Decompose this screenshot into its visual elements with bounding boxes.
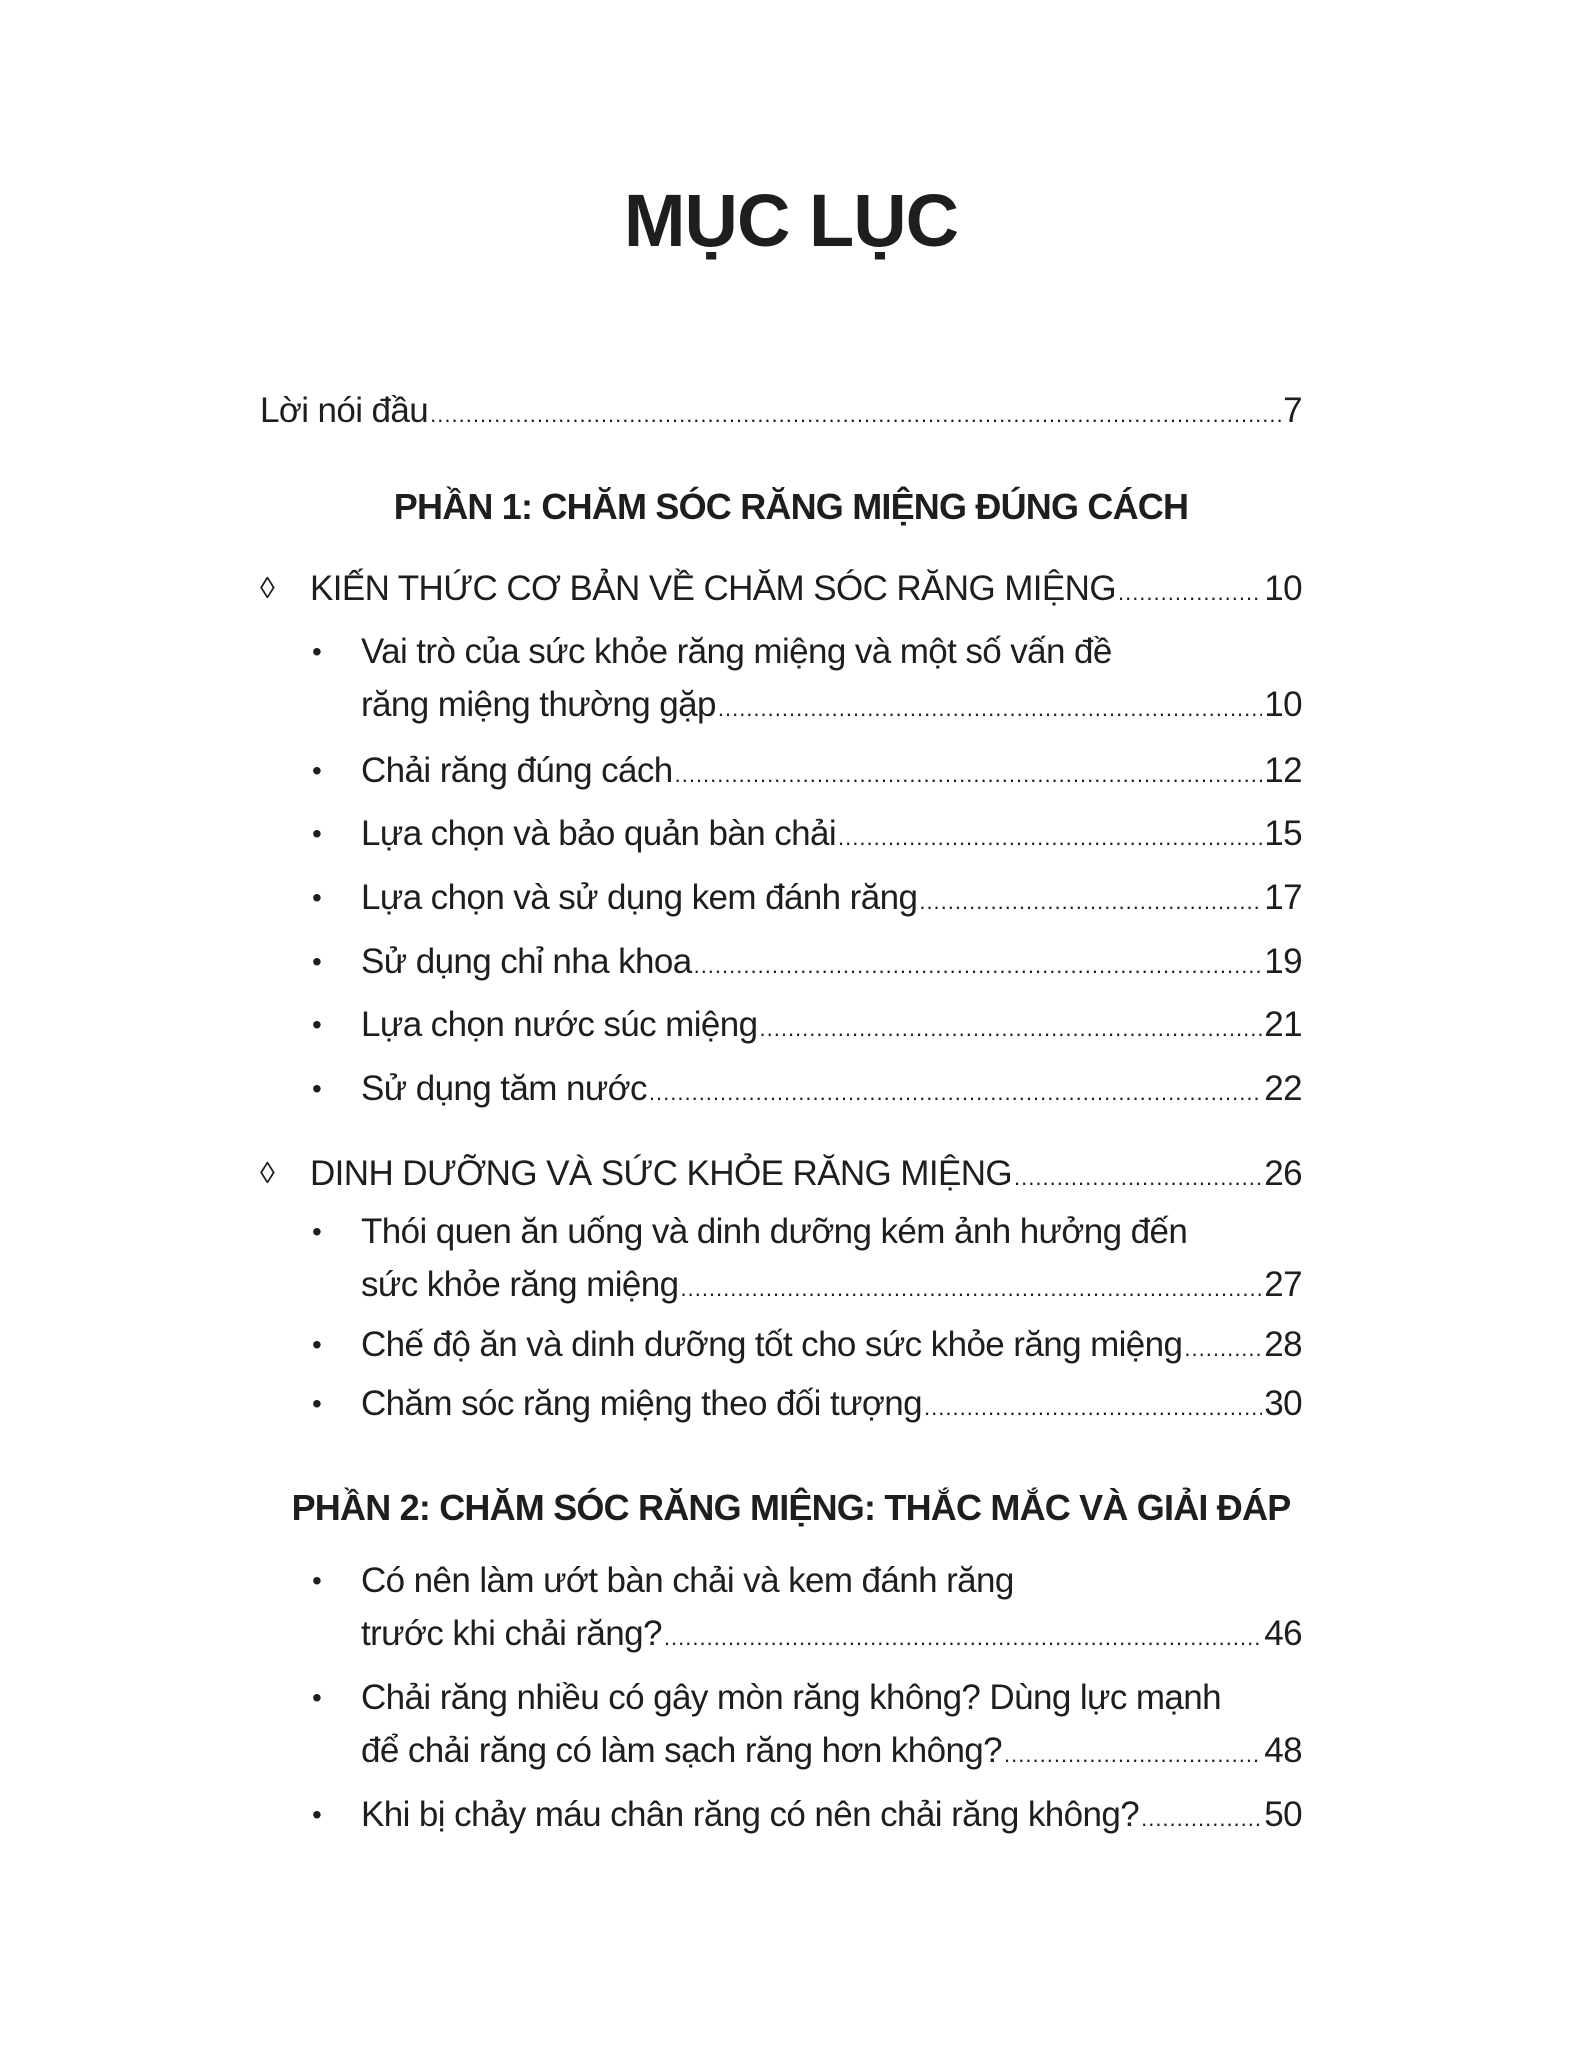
bullet-icon: • [312, 1073, 322, 1104]
entry-title: Vai trò của sức khỏe răng miệng và một số vấn đề [361, 632, 1112, 671]
dot-leader [1014, 1151, 1262, 1204]
entry-title: răng miệng thường gặp [361, 685, 716, 724]
page-number: 27 [1264, 1265, 1302, 1304]
page-number: 30 [1264, 1384, 1302, 1423]
dot-leader [675, 748, 1263, 801]
bullet-icon: • [312, 946, 322, 977]
page-number: 12 [1264, 751, 1302, 790]
bullet-icon: • [312, 1216, 322, 1247]
toc-entry[interactable] [260, 1788, 1302, 1845]
entry-title: DINH DƯỠNG VÀ SỨC KHỎE RĂNG MIỆNG [310, 1154, 1013, 1193]
entry-title: Khi bị chảy máu chân răng có nên chải răng không? [361, 1795, 1140, 1834]
entry-title: để chải răng có làm sạch răng hơn không? [361, 1731, 1003, 1770]
toc-entry[interactable] [260, 744, 1302, 801]
page-title: MỤC LỤC [623, 179, 959, 262]
page-number: 10 [1264, 569, 1302, 608]
toc-entry[interactable] [260, 1671, 1302, 1781]
bullet-icon: • [312, 1388, 322, 1419]
toc-entry[interactable] [260, 1205, 1302, 1315]
toc-entry[interactable] [260, 1377, 1302, 1434]
dot-leader [1184, 1322, 1262, 1375]
dot-leader [718, 682, 1262, 735]
dot-leader [649, 1066, 1262, 1119]
dot-leader [838, 811, 1262, 864]
entry-title: Chải răng đúng cách [361, 751, 673, 790]
bullet-icon: • [312, 1799, 322, 1830]
toc-entry[interactable] [260, 935, 1302, 992]
page-number: 10 [1264, 685, 1302, 724]
bullet-icon: • [312, 1565, 322, 1596]
page-number: 26 [1264, 1154, 1302, 1193]
toc-entry[interactable] [260, 384, 1302, 441]
entry-title: Chế độ ăn và dinh dưỡng tốt cho sức khỏe răng miệng [361, 1325, 1183, 1364]
toc-entry[interactable] [260, 562, 1302, 619]
dot-leader [1004, 1728, 1262, 1781]
entry-title: Thói quen ăn uống và dinh dưỡng kém ảnh hưởng đến [361, 1212, 1188, 1251]
bullet-icon: • [312, 636, 322, 667]
page-number: 28 [1264, 1325, 1302, 1364]
toc-entry[interactable] [260, 1554, 1302, 1664]
entry-title: Chăm sóc răng miệng theo đối tượng [361, 1384, 923, 1423]
entry-title: Lựa chọn nước súc miệng [361, 1005, 758, 1044]
dot-leader [694, 939, 1263, 992]
bullet-icon: • [312, 755, 322, 786]
page-number: 15 [1264, 814, 1302, 853]
toc-entry[interactable] [260, 871, 1302, 928]
part-heading: PHẦN 2: CHĂM SÓC RĂNG MIỆNG: THẮC MẮC VÀ GIẢI ĐÁP [291, 1487, 1291, 1528]
bullet-icon: • [312, 882, 322, 913]
dot-leader [1118, 566, 1262, 619]
page-number: 50 [1264, 1795, 1302, 1834]
diamond-icon: ◊ [260, 1157, 275, 1190]
entry-title: Lựa chọn và bảo quản bàn chải [361, 814, 837, 853]
page-number: 7 [1283, 391, 1302, 430]
diamond-icon: ◊ [260, 572, 275, 605]
bullet-icon: • [312, 818, 322, 849]
toc-entry[interactable] [260, 625, 1302, 735]
dot-leader [924, 1381, 1262, 1434]
dot-leader [664, 1611, 1262, 1664]
dot-leader [919, 875, 1262, 928]
entry-title: trước khi chải răng? [361, 1614, 662, 1653]
dot-leader [680, 1262, 1262, 1315]
bullet-icon: • [312, 1009, 322, 1040]
part-heading: PHẦN 1: CHĂM SÓC RĂNG MIỆNG ĐÚNG CÁCH [393, 486, 1189, 527]
entry-title: KIẾN THỨC CƠ BẢN VỀ CHĂM SÓC RĂNG MIỆNG [310, 569, 1116, 608]
page-number: 17 [1264, 878, 1302, 917]
dot-leader [430, 388, 1281, 441]
dot-leader [760, 1002, 1263, 1055]
toc-entry[interactable] [260, 998, 1302, 1055]
entry-title: Chải răng nhiều có gây mòn răng không? Dùng lực mạnh [361, 1678, 1222, 1717]
page-number: 48 [1264, 1731, 1302, 1770]
toc-entry[interactable] [260, 807, 1302, 864]
toc-entry[interactable] [260, 1062, 1302, 1119]
page-number: 21 [1264, 1005, 1302, 1044]
page-number: 46 [1264, 1614, 1302, 1653]
bullet-icon: • [312, 1682, 322, 1713]
toc-entry[interactable] [260, 1147, 1302, 1204]
entry-title: Sử dụng chỉ nha khoa [361, 942, 692, 981]
page-number: 19 [1264, 942, 1302, 981]
entry-title: sức khỏe răng miệng [361, 1265, 679, 1304]
bullet-icon: • [312, 1329, 322, 1360]
dot-leader [1141, 1792, 1262, 1845]
entry-title: Lựa chọn và sử dụng kem đánh răng [361, 878, 918, 917]
entry-title: Sử dụng tăm nước [361, 1069, 647, 1108]
page-number: 22 [1264, 1069, 1302, 1108]
entry-title: Có nên làm ướt bàn chải và kem đánh răng [361, 1561, 1014, 1600]
entry-title: Lời nói đầu [260, 391, 429, 430]
toc-entry[interactable] [260, 1318, 1302, 1375]
